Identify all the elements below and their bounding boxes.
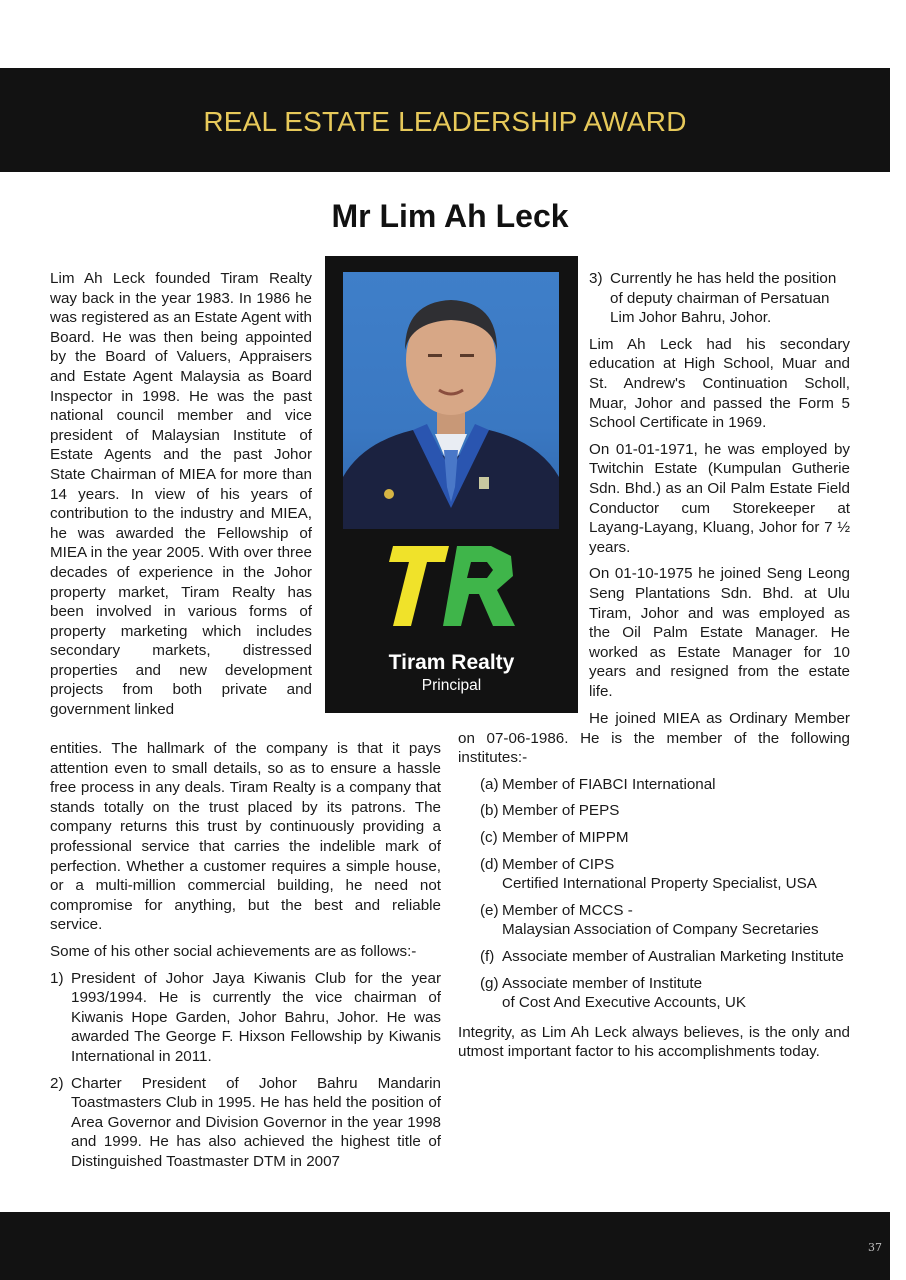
list-item-subtext: of Cost And Executive Accounts, UK (502, 994, 746, 1012)
header-band (0, 68, 890, 172)
list-item (458, 801, 850, 821)
achievements-list-continued (589, 269, 850, 328)
right-column-bottom (458, 709, 850, 1069)
list-item-text: Member of MIPPM (502, 828, 629, 846)
closing-paragraph: Integrity, as Lim Ah Leck always believes, is the only and utmost important factor to his accomplishments today. (458, 1023, 850, 1061)
list-item-letter: (g) (480, 974, 499, 992)
list-item (458, 855, 850, 894)
education-paragraph: Lim Ah Leck had his secondary education at High School, Muar and St. Andrew's Continuation Scholl, Muar, Johor and passed the Form 5 School Certificate in 1969. (589, 335, 850, 432)
list-item (458, 775, 850, 795)
role-label: Principal (421, 677, 482, 694)
list-item-text: Associate member of Australian Marketing Institute (502, 947, 844, 965)
list-item (458, 828, 850, 848)
list-item (50, 1074, 441, 1172)
list-item-number: 1) (50, 969, 64, 987)
right-column (589, 269, 850, 708)
list-item-letter: (c) (480, 828, 498, 846)
intro-paragraph-top: Lim Ah Leck founded Tiram Realty way back in the year 1983. In 1986 he was registered as an Estate Agent with Board. He was then being appointed by the Board of Valuers, Appraisers and Estate Agent Malaysia as Board Inspector in 1998. He was the past national council member and vice president of Malaysian Institute of Estate Agents and the past Johor State Chairman of MIEA for more than 14 years. In view of his years of contribution to the industry and MIEA, he was awarded the Fellowship of MIEA in the year 2005. With over three decades of experience in the Johor property market, Tiram Realty has been involved in various forms of property marketing which includes secondary markets, distressed properties and new development projects from both private and government linked (50, 270, 312, 719)
portrait-photo (343, 272, 559, 529)
memberships-list (458, 775, 850, 1013)
page-number: 37 (868, 1241, 882, 1254)
list-item (50, 969, 441, 1067)
list-item-text: Member of CIPS (502, 855, 615, 873)
list-item (458, 901, 850, 940)
list-item-letter: (b) (480, 802, 499, 820)
list-item (458, 974, 850, 1013)
intro-paragraph-bottom: entities. The hallmark of the company is that it pays attention even to small details, so as to ensure a hassle free process in any deals. Tiram Realty is a company that stands totally on the trust placed by its patrons. The company returns this trust by continuously providing a professional service that carries the indelible mark of perfection. Whether a customer requires a simple house, or a multi-million commercial building, he need not compromise for anything, but the best and reliable service. (50, 740, 441, 934)
list-item-number: 3) (589, 270, 603, 287)
list-item-text: Charter President of Johor Bahru Mandarin Toastmasters Club in 1995. He has held the position of Area Governor and Division Governor in the year 1998 and 1999. He has also achieved the highest title of Distinguished Toastmaster DTM in 2007 (71, 1074, 441, 1170)
list-item-subtext: Malaysian Association of Company Secretaries (502, 921, 819, 939)
person-name: Mr Lim Ah Leck (331, 198, 569, 234)
list-item-letter: (a) (480, 775, 499, 793)
list-item-number: 2) (50, 1074, 64, 1092)
list-item-text: Member of MCCS - (502, 901, 633, 919)
list-item-text: Member of FIABCI International (502, 775, 716, 793)
list-item-text: President of Johor Jaya Kiwanis Club for the year 1993/1994. He is currently the vice chairman of Kiwanis Hope Garden, Johor Bahru, Johor. He was awarded The George F. Hixson Fellowship by Kiwanis International in 2011. (71, 969, 441, 1065)
award-title: REAL ESTATE LEADERSHIP AWARD (203, 106, 687, 137)
list-item-text: Member of PEPS (502, 802, 620, 820)
tiram-realty-logo (387, 546, 517, 628)
footer-band (0, 1212, 890, 1280)
list-item (589, 269, 850, 328)
company-name: Tiram Realty (388, 651, 515, 674)
list-item-letter: (d) (480, 855, 499, 873)
portrait-illustration (343, 272, 559, 529)
list-item-subtext: Certified International Property Specialist, USA (502, 875, 817, 893)
achievements-list (50, 969, 441, 1172)
miea-membership-intro: He joined MIEA as Ordinary Member on 07-06-1986. He is the member of the following institutes:- (458, 710, 850, 767)
list-item-text: Currently he has held the position of deputy chairman of Persatuan Lim Johor Bahru, Johor. (610, 270, 837, 327)
employment-1971-paragraph: On 01-01-1971, he was employed by Twitchin Estate (Kumpulan Gutherie Sdn. Bhd.) as an Oil Palm Estate Field Conductor cum Storekeeper at Layang-Layang, Kluang, Johor for 7 ½ years. (589, 440, 850, 556)
list-item (458, 947, 850, 967)
list-item-letter: (f) (480, 947, 495, 965)
list-item-letter: (e) (480, 901, 499, 919)
list-item-text: Associate member of Institute (502, 974, 703, 992)
left-column-bottom (50, 739, 441, 1178)
employment-1975-paragraph: On 01-10-1975 he joined Seng Leong Seng Plantations Sdn. Bhd. at Ulu Tiram, Johor and was employed as the Oil Palm Estate Manager. He worked as Estate Manager for 10 years and resigned from the estate life. (589, 565, 850, 700)
photo-card (325, 256, 578, 713)
achievements-intro: Some of his other social achievements are as follows:- (50, 942, 417, 960)
